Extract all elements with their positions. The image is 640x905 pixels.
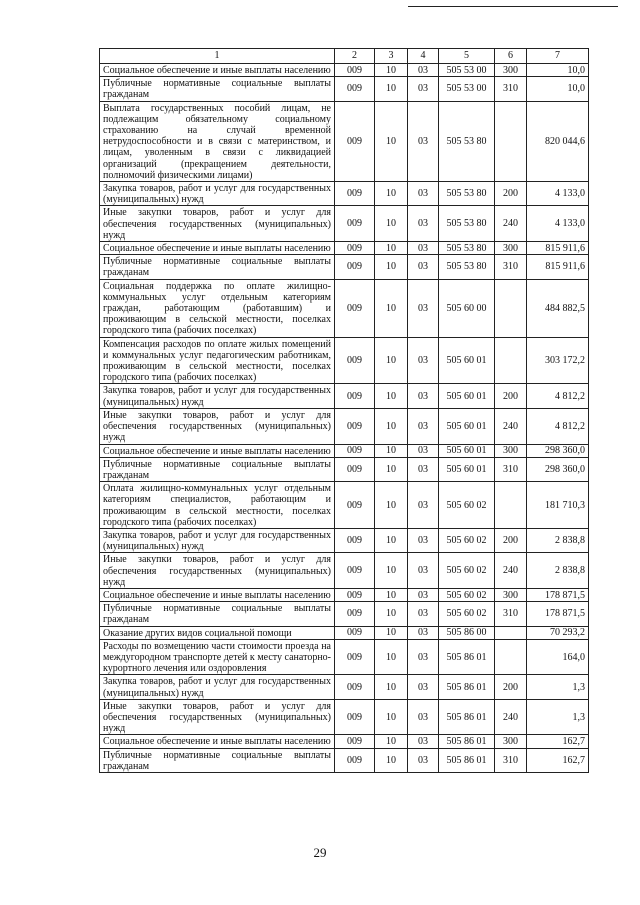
row-amount: 178 871,5 [527,602,589,626]
col-header-1: 1 [100,49,335,64]
row-code-expense-type [495,279,527,337]
row-code-expense-type: 200 [495,182,527,206]
table-row [100,588,589,601]
row-name: Иные закупки товаров, работ и услуг для обеспечения государственных (муниципальных) нужд [100,408,335,444]
table-row [100,384,589,408]
row-amount: 10,0 [527,64,589,77]
table-row [100,64,589,77]
row-amount: 815 911,6 [527,255,589,279]
row-code-section: 10 [375,639,408,675]
row-code-target: 505 60 01 [439,457,495,481]
row-code-section: 10 [375,699,408,735]
table-row [100,675,589,699]
row-code-expense-type: 300 [495,64,527,77]
row-amount: 4 812,2 [527,384,589,408]
col-header-3: 3 [375,49,408,64]
row-name: Социальное обеспечение и иные выплаты населению [100,444,335,457]
row-code-section: 10 [375,482,408,529]
table-row [100,553,589,589]
row-code-subsection: 03 [408,735,439,748]
table-row [100,444,589,457]
row-code-section: 10 [375,384,408,408]
row-code-expense-type: 310 [495,255,527,279]
table-row [100,457,589,481]
row-code-section: 10 [375,64,408,77]
row-amount: 70 293,2 [527,626,589,639]
row-code-section: 10 [375,101,408,181]
col-header-4: 4 [408,49,439,64]
row-name: Оплата жилищно-коммунальных услуг отдельным категориям специалистов, работающим и проживающим в сельской местности, поселках городского типа (рабочих поселках) [100,482,335,529]
row-amount: 484 882,5 [527,279,589,337]
row-code-expense-type: 200 [495,675,527,699]
row-code-subsection: 03 [408,384,439,408]
row-code-target: 505 60 02 [439,602,495,626]
row-amount: 298 360,0 [527,444,589,457]
table-row [100,748,589,772]
row-code-expense-type: 240 [495,206,527,242]
row-name: Публичные нормативные социальные выплаты гражданам [100,602,335,626]
row-code-subsection: 03 [408,182,439,206]
row-name: Закупка товаров, работ и услуг для государственных (муниципальных) нужд [100,528,335,552]
header-row [100,49,589,64]
col-header-2: 2 [335,49,375,64]
row-name: Закупка товаров, работ и услуг для государственных (муниципальных) нужд [100,384,335,408]
row-code-admin: 009 [335,626,375,639]
row-code-subsection: 03 [408,639,439,675]
row-code-expense-type: 240 [495,408,527,444]
row-name: Иные закупки товаров, работ и услуг для обеспечения государственных (муниципальных) нужд [100,699,335,735]
col-header-7: 7 [527,49,589,64]
row-name: Выплата государственных пособий лицам, не подлежащим обязательному социальному страхованию на случай временной нетрудоспособности и в связи с материнством, и лицам, уволенным в связи с ликвидацией организаций (прекращением деятельности, полномочий физическими лицами) [100,101,335,181]
table-row [100,77,589,101]
row-code-target: 505 86 00 [439,626,495,639]
table-row [100,279,589,337]
row-name: Социальное обеспечение и иные выплаты населению [100,64,335,77]
row-code-section: 10 [375,206,408,242]
row-code-subsection: 03 [408,337,439,384]
row-name: Закупка товаров, работ и услуг для государственных (муниципальных) нужд [100,675,335,699]
row-code-admin: 009 [335,337,375,384]
row-code-target: 505 60 01 [439,337,495,384]
row-amount: 4 812,2 [527,408,589,444]
row-name: Социальное обеспечение и иные выплаты населению [100,588,335,601]
row-code-section: 10 [375,748,408,772]
row-code-subsection: 03 [408,64,439,77]
row-code-target: 505 86 01 [439,639,495,675]
row-code-admin: 009 [335,675,375,699]
row-code-target: 505 60 01 [439,444,495,457]
row-code-section: 10 [375,528,408,552]
row-code-section: 10 [375,408,408,444]
row-code-target: 505 60 02 [439,528,495,552]
row-code-subsection: 03 [408,444,439,457]
row-amount: 4 133,0 [527,206,589,242]
row-code-target: 505 53 00 [439,64,495,77]
row-name: Иные закупки товаров, работ и услуг для обеспечения государственных (муниципальных) нужд [100,206,335,242]
row-code-subsection: 03 [408,602,439,626]
row-code-admin: 009 [335,588,375,601]
row-code-admin: 009 [335,444,375,457]
row-code-expense-type: 200 [495,528,527,552]
row-code-target: 505 53 80 [439,255,495,279]
row-code-section: 10 [375,279,408,337]
row-code-subsection: 03 [408,77,439,101]
row-code-admin: 009 [335,255,375,279]
row-code-target: 505 53 80 [439,206,495,242]
row-code-subsection: 03 [408,748,439,772]
row-code-expense-type [495,626,527,639]
row-code-admin: 009 [335,408,375,444]
row-code-target: 505 60 02 [439,482,495,529]
row-code-target: 505 86 01 [439,735,495,748]
row-name: Социальное обеспечение и иные выплаты населению [100,735,335,748]
row-amount: 178 871,5 [527,588,589,601]
row-code-admin: 009 [335,279,375,337]
row-code-expense-type: 310 [495,748,527,772]
row-code-section: 10 [375,735,408,748]
row-code-admin: 009 [335,482,375,529]
row-name: Публичные нормативные социальные выплаты гражданам [100,457,335,481]
row-code-admin: 009 [335,602,375,626]
page-number: 29 [313,845,327,860]
row-code-admin: 009 [335,101,375,181]
row-amount: 162,7 [527,735,589,748]
table-row [100,602,589,626]
row-amount: 1,3 [527,699,589,735]
row-code-target: 505 53 80 [439,101,495,181]
row-name: Расходы по возмещению части стоимости проезда на междугородном транспорте детей к месту санаторно-курортного лечения или оздоровления [100,639,335,675]
row-code-subsection: 03 [408,482,439,529]
row-name: Публичные нормативные социальные выплаты гражданам [100,255,335,279]
row-amount: 4 133,0 [527,182,589,206]
row-code-expense-type [495,482,527,529]
row-amount: 162,7 [527,748,589,772]
table-row [100,101,589,181]
row-code-expense-type [495,101,527,181]
row-amount: 820 044,6 [527,101,589,181]
row-amount: 2 838,8 [527,528,589,552]
table-row [100,255,589,279]
col-header-5: 5 [439,49,495,64]
table-row [100,528,589,552]
row-code-admin: 009 [335,639,375,675]
row-code-subsection: 03 [408,699,439,735]
row-code-subsection: 03 [408,242,439,255]
row-amount: 164,0 [527,639,589,675]
table-row [100,639,589,675]
row-code-section: 10 [375,553,408,589]
row-code-target: 505 53 00 [439,77,495,101]
table-row [100,626,589,639]
row-code-expense-type: 300 [495,735,527,748]
row-code-expense-type [495,639,527,675]
row-code-section: 10 [375,602,408,626]
row-code-expense-type: 300 [495,588,527,601]
row-amount: 298 360,0 [527,457,589,481]
row-code-section: 10 [375,182,408,206]
row-code-subsection: 03 [408,675,439,699]
row-code-target: 505 86 01 [439,675,495,699]
row-code-subsection: 03 [408,626,439,639]
row-code-admin: 009 [335,748,375,772]
row-code-subsection: 03 [408,279,439,337]
table-row [100,242,589,255]
row-code-expense-type: 310 [495,77,527,101]
row-code-admin: 009 [335,528,375,552]
table-row [100,337,589,384]
table-row [100,408,589,444]
row-code-admin: 009 [335,182,375,206]
row-amount: 1,3 [527,675,589,699]
table-row [100,735,589,748]
row-code-section: 10 [375,337,408,384]
row-code-target: 505 53 80 [439,182,495,206]
row-code-subsection: 03 [408,255,439,279]
table-row [100,182,589,206]
top-rule [408,6,618,7]
row-amount: 815 911,6 [527,242,589,255]
row-code-admin: 009 [335,206,375,242]
row-code-target: 505 60 02 [439,553,495,589]
row-name: Социальная поддержка по оплате жилищно-коммунальных услуг отдельным категориям граждан, работающим (работавшим) и проживающим в сельской местности, поселках городского типа (рабочих поселках) [100,279,335,337]
row-code-expense-type: 310 [495,602,527,626]
budget-table [99,48,589,773]
col-header-6: 6 [495,49,527,64]
row-code-expense-type: 240 [495,699,527,735]
row-code-expense-type: 300 [495,242,527,255]
row-code-target: 505 86 01 [439,699,495,735]
row-amount: 303 172,2 [527,337,589,384]
row-code-section: 10 [375,77,408,101]
row-code-admin: 009 [335,735,375,748]
row-code-subsection: 03 [408,588,439,601]
row-code-admin: 009 [335,699,375,735]
row-code-expense-type: 200 [495,384,527,408]
row-code-subsection: 03 [408,528,439,552]
row-code-admin: 009 [335,457,375,481]
row-name: Иные закупки товаров, работ и услуг для обеспечения государственных (муниципальных) нужд [100,553,335,589]
row-amount: 181 710,3 [527,482,589,529]
row-code-admin: 009 [335,64,375,77]
row-code-section: 10 [375,588,408,601]
row-code-target: 505 53 80 [439,242,495,255]
row-name: Социальное обеспечение и иные выплаты населению [100,242,335,255]
row-code-expense-type: 240 [495,553,527,589]
row-code-admin: 009 [335,242,375,255]
row-amount: 2 838,8 [527,553,589,589]
row-name: Закупка товаров, работ и услуг для государственных (муниципальных) нужд [100,182,335,206]
row-code-section: 10 [375,626,408,639]
row-code-expense-type: 300 [495,444,527,457]
row-code-section: 10 [375,444,408,457]
row-code-section: 10 [375,675,408,699]
row-code-subsection: 03 [408,553,439,589]
row-code-section: 10 [375,457,408,481]
row-name: Публичные нормативные социальные выплаты гражданам [100,77,335,101]
row-code-section: 10 [375,255,408,279]
row-code-target: 505 60 00 [439,279,495,337]
row-code-expense-type [495,337,527,384]
row-code-subsection: 03 [408,457,439,481]
row-code-target: 505 60 01 [439,384,495,408]
row-code-target: 505 60 01 [439,408,495,444]
row-code-subsection: 03 [408,206,439,242]
table-row [100,206,589,242]
row-code-subsection: 03 [408,408,439,444]
table-row [100,699,589,735]
row-name: Компенсация расходов по оплате жилых помещений и коммунальных услуг педагогическим работникам, проживающим в сельской местности, поселках городского типа (рабочих поселках) [100,337,335,384]
row-code-target: 505 86 01 [439,748,495,772]
row-code-admin: 009 [335,77,375,101]
row-name: Оказание других видов социальной помощи [100,626,335,639]
table-row [100,482,589,529]
row-code-expense-type: 310 [495,457,527,481]
row-code-target: 505 60 02 [439,588,495,601]
row-code-section: 10 [375,242,408,255]
row-code-admin: 009 [335,553,375,589]
row-code-subsection: 03 [408,101,439,181]
row-amount: 10,0 [527,77,589,101]
row-name: Публичные нормативные социальные выплаты гражданам [100,748,335,772]
row-code-admin: 009 [335,384,375,408]
